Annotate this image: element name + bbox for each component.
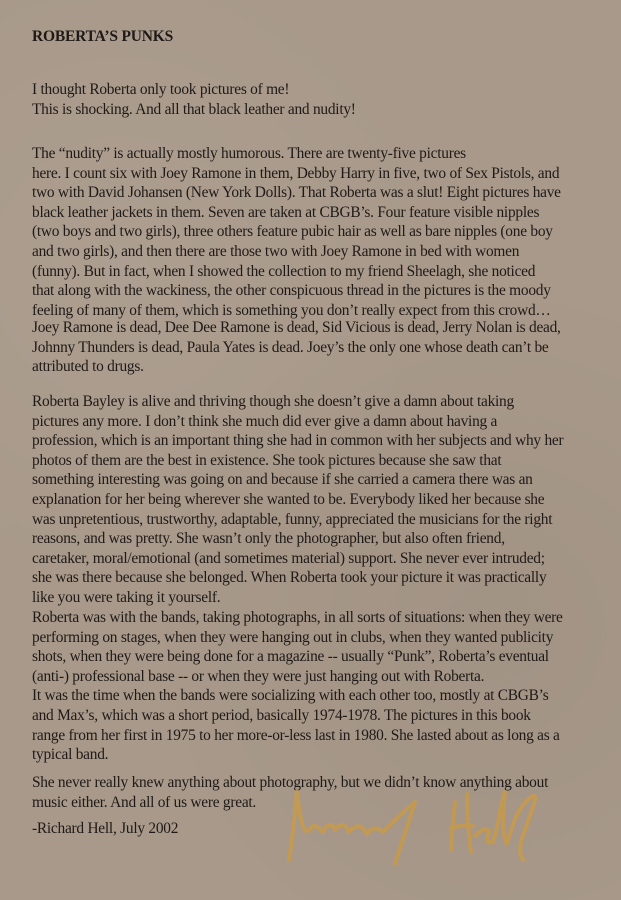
paragraph-nudity — [32, 144, 561, 320]
text-line: Roberta was with the bands, taking photographs, in all sorts of situations: when they were — [32, 609, 563, 626]
text-line: pictures any more. I don’t think she much did ever give a damn about having a — [32, 412, 498, 430]
text-line: typical band. — [32, 746, 109, 764]
text-line: Johnny Thunders is dead, Paula Yates is dead. Joey’s the only one whose death can’t be — [32, 338, 549, 356]
text-line: shots, when they were being done for a magazine -- usually “Punk”, Roberta’s eventual — [32, 648, 549, 666]
text-line: profession, which is an important thing she had in common with her subjects and why her — [32, 432, 564, 450]
text-line: (anti-) professional base -- or when they were just hanging out with Roberta. — [32, 667, 485, 685]
document-title: ROBERTA’S PUNKS — [32, 28, 173, 45]
text-line: explanation for her being wherever she wanted to be. Everybody liked her because she — [32, 490, 545, 508]
text-line: Joey Ramone is dead, Dee Dee Ramone is dead, Sid Vicious is dead, Jerry Nolan is dead, — [32, 319, 561, 336]
text-line: It was the time when the bands were socializing with each other too, mostly at CBGB’s — [32, 687, 549, 705]
text-line: like you were taking it yourself. — [32, 588, 221, 606]
text-line: black leather jackets in them. Seven are taken at CBGB’s. Four feature visible nipples — [32, 203, 540, 221]
text-line: (two boys and two girls), three others feature pubic hair as well as bare nipples (one boy — [32, 223, 553, 241]
text-line: she was there because she belonged. When Roberta took your picture it was practically — [32, 569, 547, 587]
document-page — [32, 28, 607, 837]
text-line: caretaker, moral/emotional (and sometimes material) support. She never ever intruded; — [32, 549, 545, 567]
text-line: (funny). But in fact, when I showed the collection to my friend Sheelagh, she noticed — [32, 262, 536, 280]
text-line: range from her first in 1975 to her more-or-less last in 1980. She lasted about as long as a — [32, 726, 560, 744]
text-line: She never really knew anything about photography, but we didn’t know anything about — [32, 774, 549, 791]
text-line: feeling of many of them, which is something you don’t really expect from this crowd… — [32, 301, 551, 319]
text-line: I thought Roberta only took pictures of me! — [32, 81, 290, 98]
text-line: here. I count six with Joey Ramone in them, Debby Harry in five, two of Sex Pistols, and — [32, 164, 560, 182]
text-line: two with David Johansen (New York Dolls). That Roberta was a slut! Eight pictures have — [32, 184, 561, 202]
signoff-line — [32, 819, 178, 839]
handwritten-signature — [275, 782, 555, 882]
text-line: This is shocking. And all that black leather and nudity! — [32, 100, 356, 118]
paragraph-roberta-bayley — [32, 392, 563, 608]
signature-stroke-h — [451, 794, 473, 852]
text-line: and Max’s, which was a short period, basically 1974-1978. The pictures in this book — [32, 706, 531, 724]
text-line: music either. And all of us were great. — [32, 793, 257, 811]
text-line: and two girls), and then there are those two with Joey Ramone in bed with women — [32, 242, 520, 260]
text-line: attributed to drugs. — [32, 358, 144, 376]
paragraph-deaths — [32, 318, 561, 377]
paragraph-intro — [32, 80, 356, 119]
text-line: photos of them are the best in existence. She took pictures because she saw that — [32, 451, 502, 469]
paragraph-bands — [32, 608, 563, 765]
signature-stroke-first-name — [289, 792, 415, 864]
text-line: reasons, and was pretty. She wasn’t only the photographer, but also often friend, — [32, 530, 505, 548]
text-line: -Richard Hell, July 2002 — [32, 820, 179, 837]
text-line: that along with the wackiness, the other conspicuous thread in the pictures is the moody — [32, 282, 551, 300]
signature-stroke-ell — [475, 792, 535, 860]
text-line: Roberta Bayley is alive and thriving though she doesn’t give a damn about taking — [32, 393, 514, 410]
text-line: something interesting was going on and because if she carried a camera there was an — [32, 471, 533, 489]
text-line: was unpretentious, trustworthy, adaptable, funny, appreciated the musicians for the right — [32, 510, 553, 528]
text-line: performing on stages, when they were hanging out in clubs, when they wanted publicity — [32, 628, 554, 646]
text-line: The “nudity” is actually mostly humorous. There are twenty-five pictures — [32, 145, 466, 162]
